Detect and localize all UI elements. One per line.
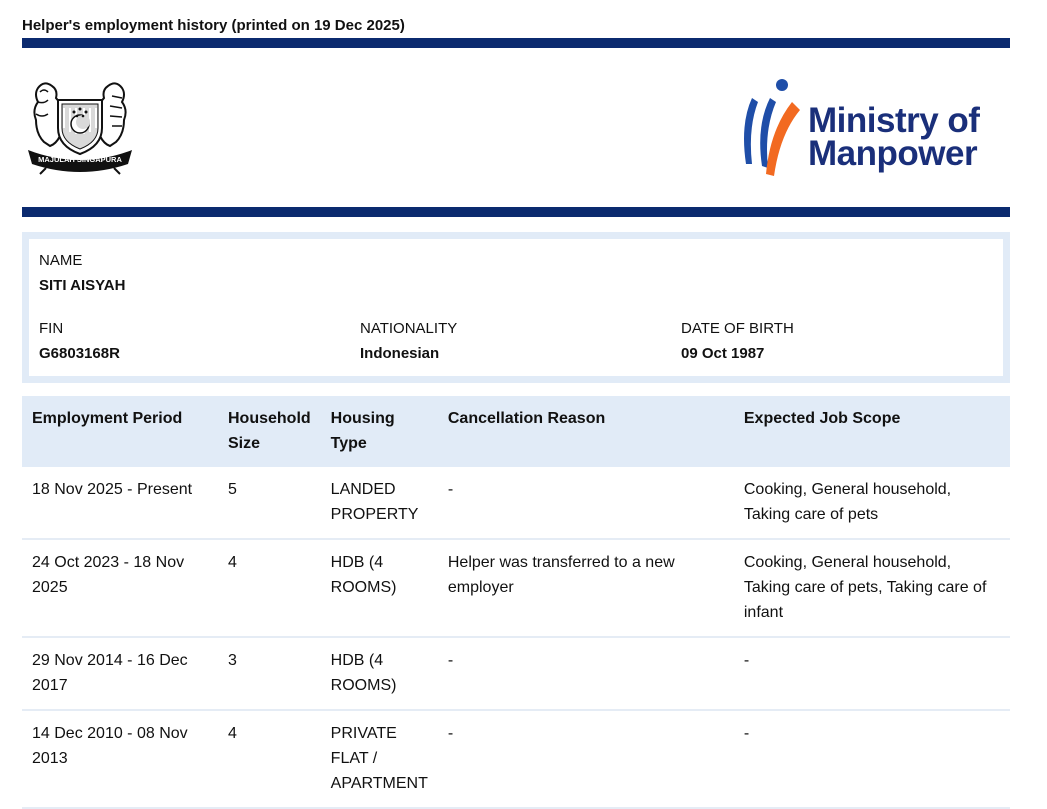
column-header: Employment Period xyxy=(22,396,218,467)
header-top-bar xyxy=(22,38,1010,48)
table-cell: 18 Nov 2025 - Present xyxy=(22,467,218,539)
table-header-row xyxy=(22,396,1010,467)
helper-profile-panel xyxy=(22,232,1010,383)
table-cell: - xyxy=(438,710,734,808)
employment-history-table xyxy=(22,396,1010,809)
table-cell: 3 xyxy=(218,637,321,710)
table-cell: 24 Oct 2023 - 18 Nov 2025 xyxy=(22,539,218,637)
table-row xyxy=(22,637,1010,710)
column-header: Housing Type xyxy=(321,396,438,467)
dob-label: DATE OF BIRTH xyxy=(681,320,794,337)
table-cell: Cooking, General household, Taking care of pets, Taking care of infant xyxy=(734,539,1010,637)
table-cell: 4 xyxy=(218,539,321,637)
table-cell: 14 Dec 2010 - 08 Nov 2013 xyxy=(22,710,218,808)
table-cell: HDB (4 ROOMS) xyxy=(321,539,438,637)
table-cell: 4 xyxy=(218,710,321,808)
column-header: Expected Job Scope xyxy=(734,396,1010,467)
crest-motto: MAJULAH SINGAPURA xyxy=(38,155,122,164)
dob-value: 09 Oct 1987 xyxy=(681,345,765,362)
table-cell: Helper was transferred to a new employer xyxy=(438,539,734,637)
column-header: Household Size xyxy=(218,396,321,467)
singapore-coat-of-arms-icon xyxy=(24,78,136,176)
table-row xyxy=(22,539,1010,637)
table-cell: PRIVATE FLAT / APARTMENT xyxy=(321,710,438,808)
nationality-value: Indonesian xyxy=(360,345,440,362)
name-label: NAME xyxy=(39,252,83,269)
table-cell: HDB (4 ROOMS) xyxy=(321,637,438,710)
header-bottom-bar xyxy=(22,207,1010,217)
table-cell: - xyxy=(734,637,1010,710)
table-row xyxy=(22,467,1010,539)
table-cell: - xyxy=(734,710,1010,808)
table-cell: - xyxy=(438,637,734,710)
fin-value: G6803168R xyxy=(39,345,120,362)
table-cell: 5 xyxy=(218,467,321,539)
table-cell: Cooking, General household, Taking care of pets xyxy=(734,467,1010,539)
table-cell: 29 Nov 2014 - 16 Dec 2017 xyxy=(22,637,218,710)
table-row xyxy=(22,710,1010,808)
table-cell: LANDED PROPERTY xyxy=(321,467,438,539)
ministry-line-1: Ministry of xyxy=(808,101,980,140)
document-title: Helper's employment history (printed on 19 Dec 2025) xyxy=(22,17,405,34)
table-cell: - xyxy=(438,467,734,539)
mom-logo-mark-icon xyxy=(738,76,808,180)
ministry-line-2: Manpower xyxy=(808,134,978,173)
name-value: SITI AISYAH xyxy=(39,277,126,294)
fin-label: FIN xyxy=(39,320,64,337)
column-header: Cancellation Reason xyxy=(438,396,734,467)
nationality-label: NATIONALITY xyxy=(360,320,458,337)
ministry-of-manpower-logo xyxy=(738,76,988,180)
